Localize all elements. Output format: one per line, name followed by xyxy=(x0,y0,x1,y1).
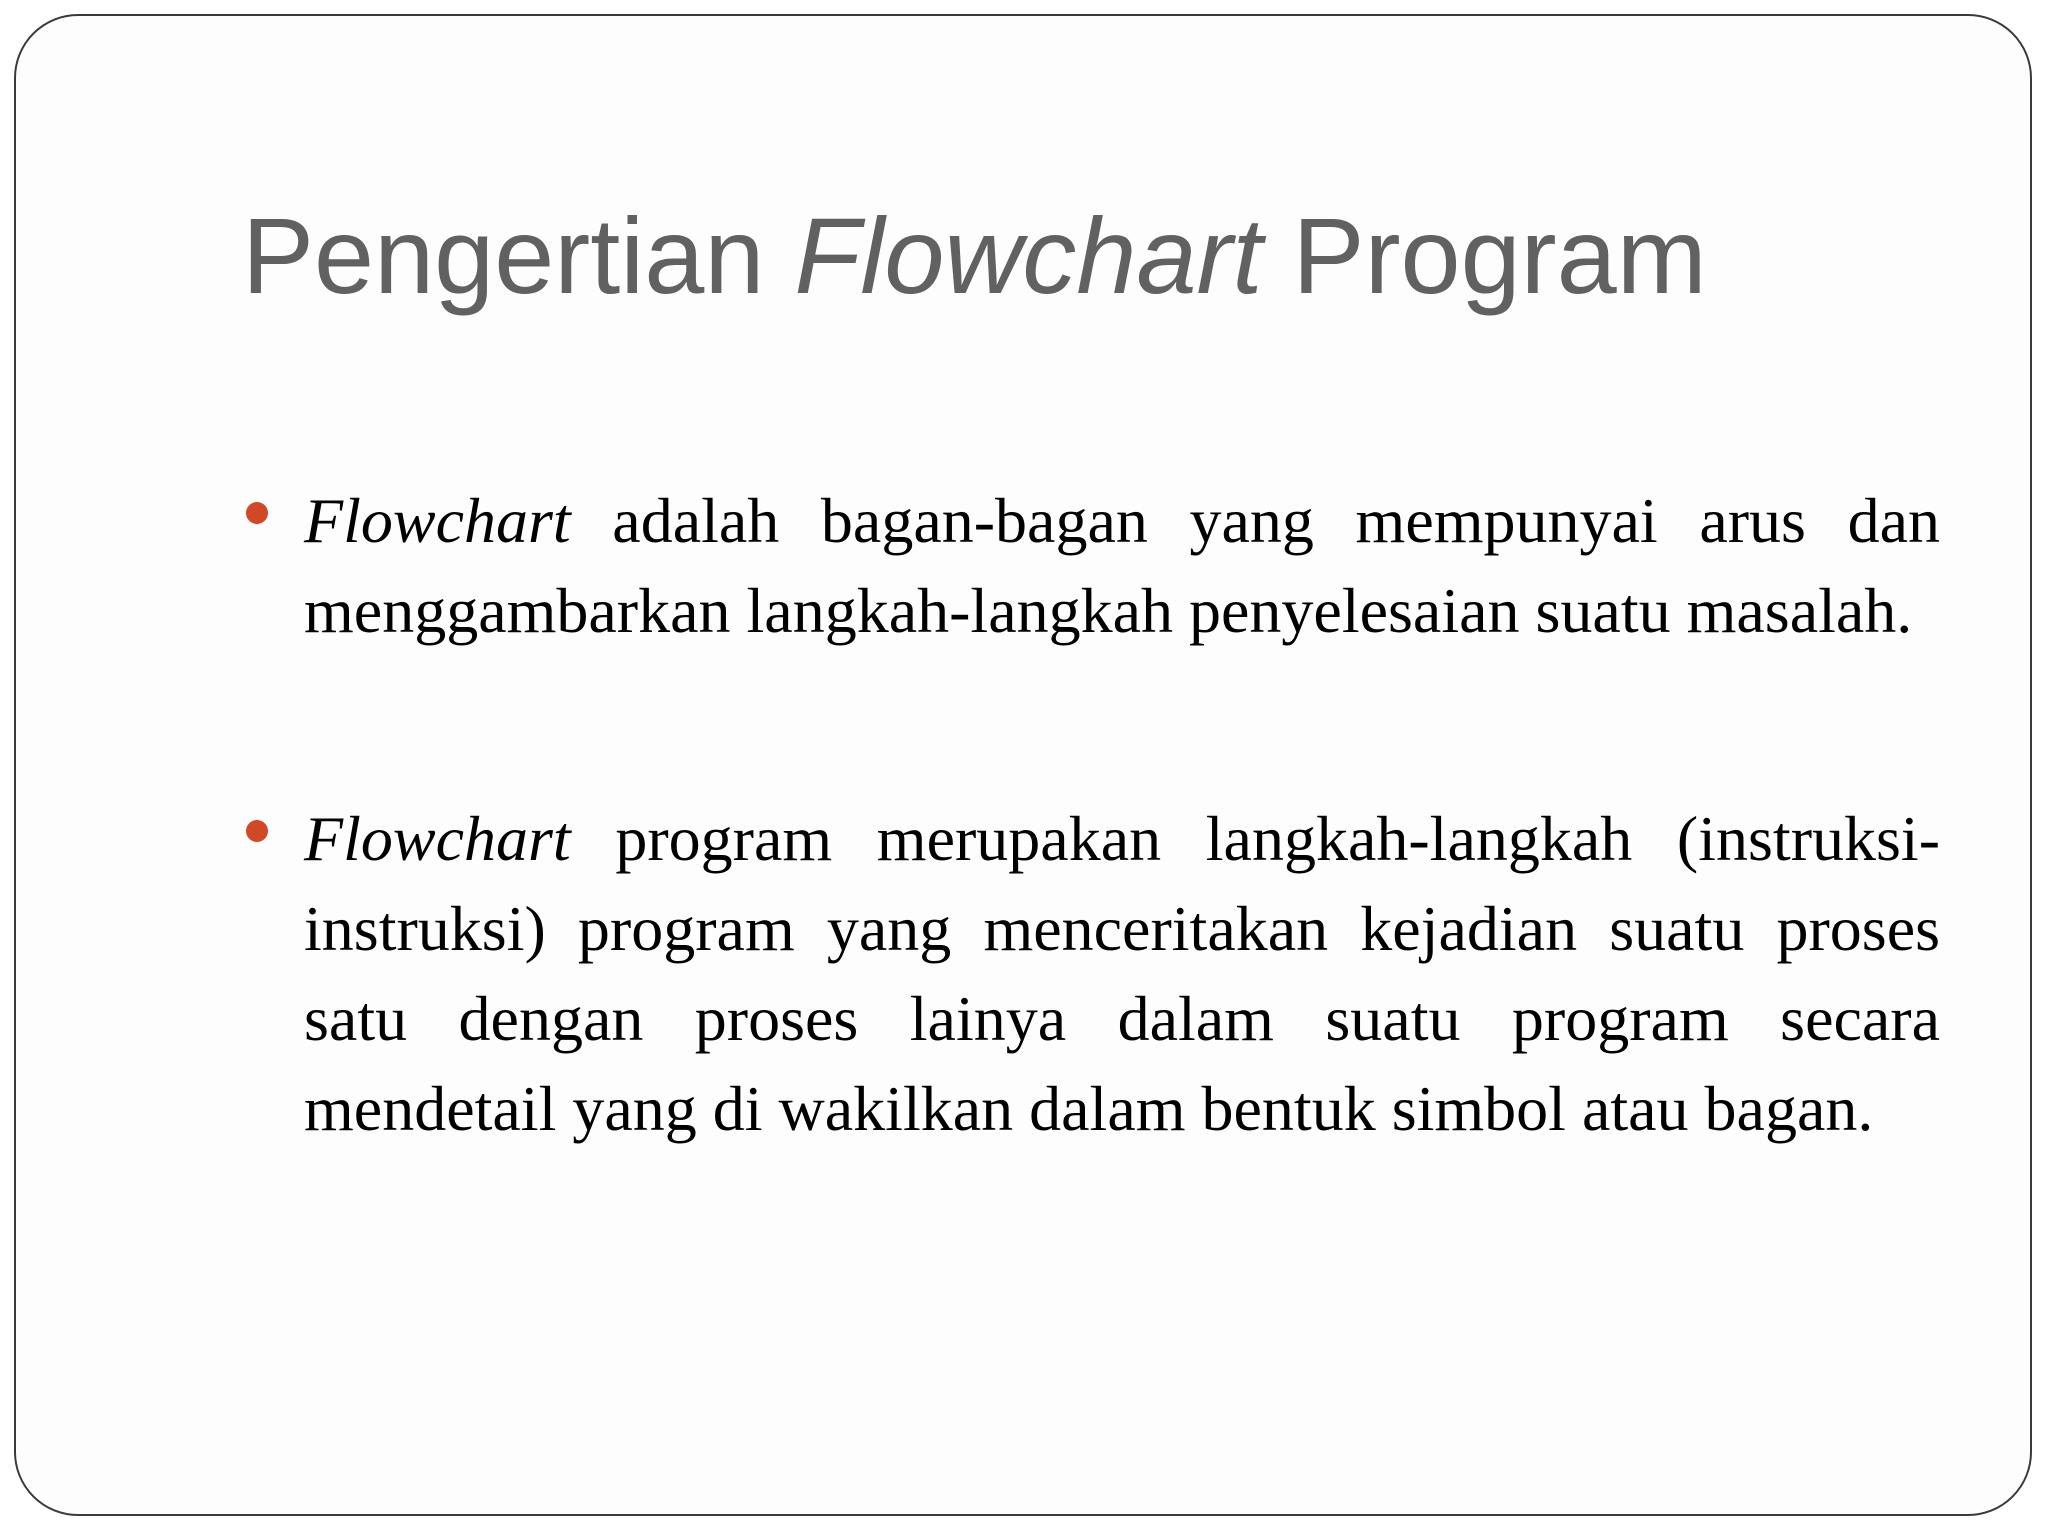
bullet-item xyxy=(242,794,1940,1154)
bullet-term: Flowchart xyxy=(304,803,571,874)
slide-frame xyxy=(14,14,2032,1516)
bullet-text: adalah bagan-bagan yang mempunyai arus dan menggambarkan langkah-langkah penyelesaian suatu masalah. xyxy=(304,485,1940,646)
bullet-dot-icon xyxy=(246,820,268,842)
bullet-list xyxy=(242,476,1940,1154)
title-text-2: Program xyxy=(1262,195,1707,316)
bullet-item xyxy=(242,476,1940,656)
slide-title xyxy=(242,186,1707,326)
title-text-italic: Flowchart xyxy=(794,195,1263,316)
title-text-1: Pengertian xyxy=(242,195,795,316)
bullet-dot-icon xyxy=(246,502,268,524)
bullet-text: program merupakan langkah-langkah (instruksi-instruksi) program yang menceritakan kejadian suatu proses satu dengan proses lainya dalam suatu program secara mendetail yang di wakilkan dalam bentuk simbol atau bagan. xyxy=(304,803,1940,1144)
bullet-term: Flowchart xyxy=(304,485,571,556)
